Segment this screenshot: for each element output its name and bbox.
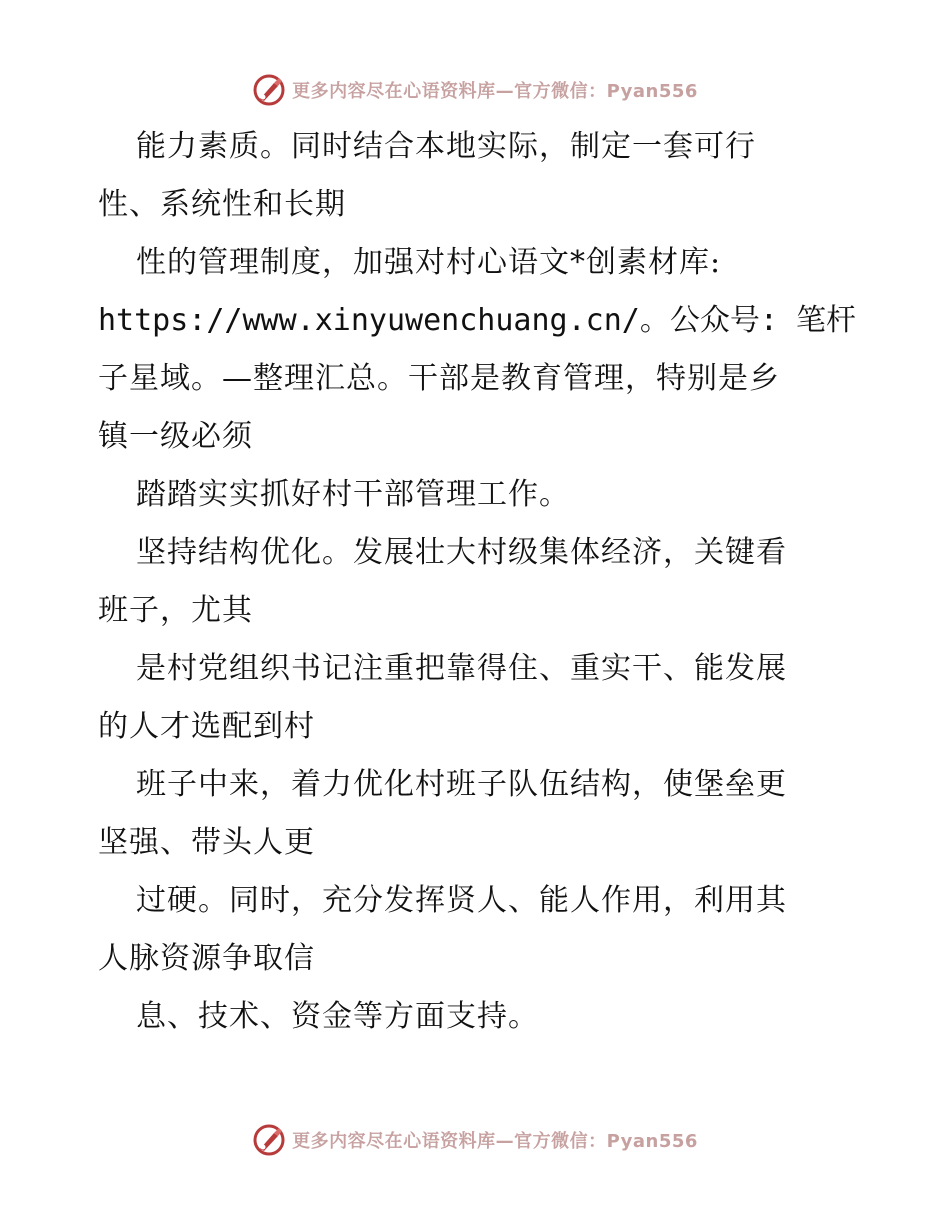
pen-logo-icon bbox=[252, 1123, 286, 1157]
text-line: 性的管理制度，加强对村心语文*创素材库: bbox=[136, 245, 722, 280]
text-line: 坚持结构优化。发展壮大村级集体经济，关键看 bbox=[136, 535, 787, 570]
text-line: 踏踏实实抓好村干部管理工作。 bbox=[136, 477, 570, 512]
footer-banner-text: 更多内容尽在心语资料库—官方微信：Pyan556 bbox=[292, 1131, 698, 1152]
footer-banner bbox=[0, 1120, 950, 1160]
header-banner bbox=[0, 70, 950, 110]
text-line: 过硬。同时，充分发挥贤人、能人作用，利用其 bbox=[136, 883, 787, 918]
text-line: 班子，尤其 bbox=[98, 593, 253, 628]
document-body bbox=[98, 118, 858, 1046]
text-line: 息、技术、资金等方面支持。 bbox=[136, 999, 539, 1034]
pen-logo-icon bbox=[252, 73, 286, 107]
text-line: 人脉资源争取信 bbox=[98, 941, 315, 976]
text-line: 能力素质。同时结合本地实际，制定一套可行 bbox=[136, 129, 756, 164]
text-line: 班子中来，着力优化村班子队伍结构，使堡垒更 bbox=[136, 767, 787, 802]
text-line: 是村党组织书记注重把靠得住、重实干、能发展 bbox=[136, 651, 787, 686]
text-line-url: https://www.xinyuwenchuang.cn/。公众号: 笔杆 bbox=[98, 303, 856, 338]
text-line: 的人才选配到村 bbox=[98, 709, 315, 744]
text-line: 坚强、带头人更 bbox=[98, 825, 315, 860]
text-line: 镇一级必须 bbox=[98, 419, 253, 454]
text-line: 子星域。—整理汇总。干部是教育管理，特别是乡 bbox=[98, 361, 780, 396]
header-banner-text: 更多内容尽在心语资料库—官方微信：Pyan556 bbox=[292, 81, 698, 102]
text-line: 性、系统性和长期 bbox=[98, 187, 346, 222]
